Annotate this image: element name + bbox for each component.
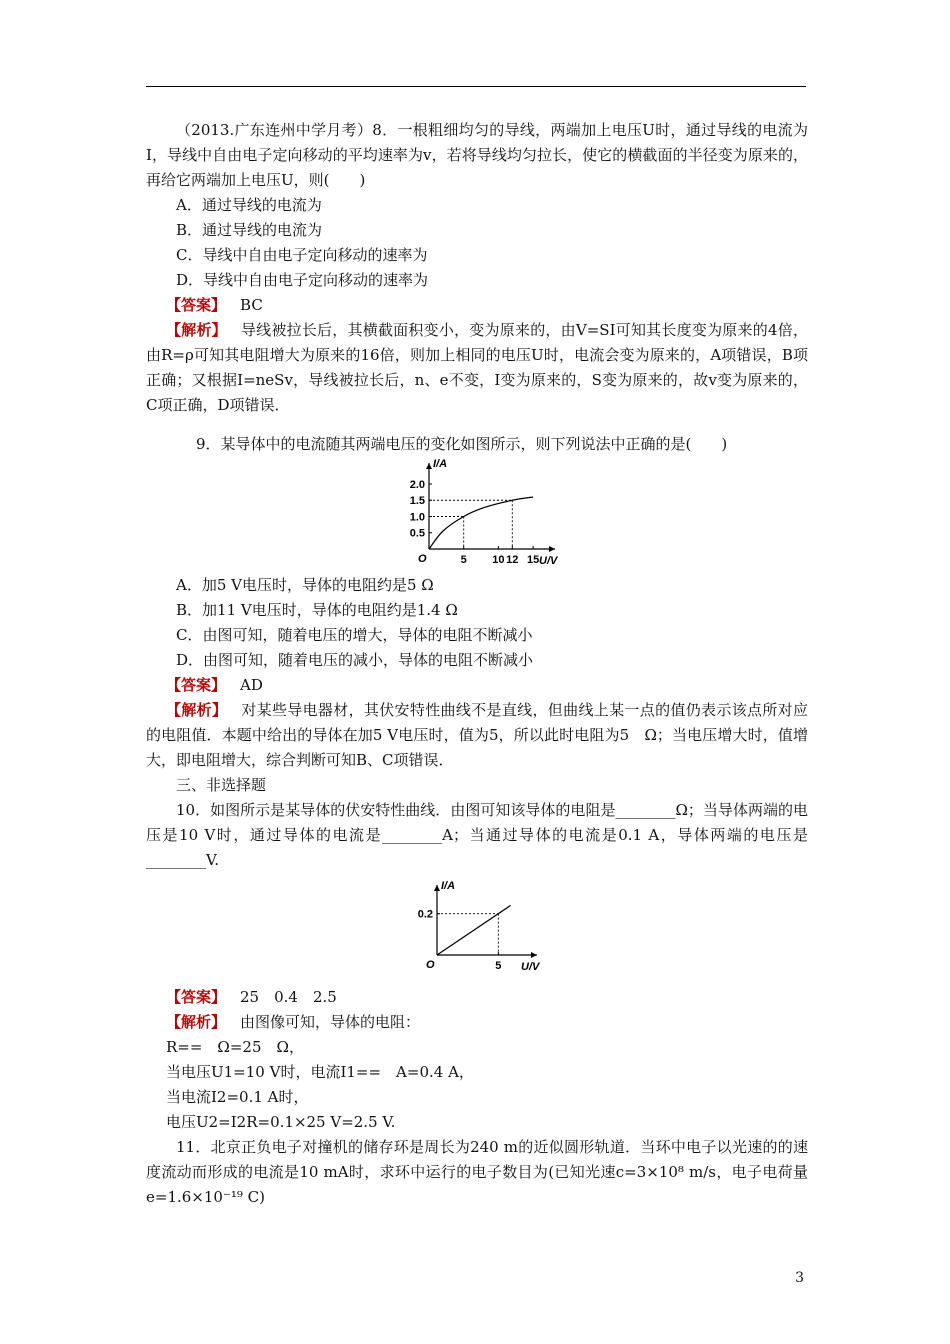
- q9-option-a: A．加5 V电压时，导体的电阻约是5 Ω: [176, 576, 434, 594]
- x-tick-label: 10: [492, 554, 505, 566]
- q9-chart: [387, 459, 567, 571]
- analysis-text: 由图像可知，导体的电阻：: [240, 1013, 421, 1031]
- q10-chart: [407, 877, 547, 983]
- page-number: 3: [795, 1270, 804, 1286]
- answer-tag: 【答案】: [166, 676, 227, 694]
- q9-answer: [146, 673, 808, 698]
- y-tick-label: 0.5: [409, 527, 425, 540]
- q10-answer: [146, 985, 808, 1010]
- x-axis-label: U/V: [539, 555, 558, 567]
- q9-analysis: [146, 698, 808, 773]
- q11-stem: 11．北京正负电子对撞机的储存环是周长为240 m的近似圆形轨道．当环中电子以光速的的速度流动而形成的电流是10 mA时，求环中运行的电子数目为(已知光速c=3×10⁸ m/s，电子电荷量e=1.6×10⁻¹⁹ C): [146, 1138, 808, 1206]
- q10-calc-line: 当电压U1=10 V时，电流I1== A=0.4 A，: [166, 1063, 474, 1081]
- analysis-tag: 【解析】: [166, 321, 227, 339]
- x-tick-label: 15: [526, 554, 540, 566]
- series-line: [429, 497, 533, 549]
- q8-answer: [146, 293, 808, 318]
- x-axis-label: U/V: [521, 961, 540, 973]
- origin-label: O: [426, 959, 435, 971]
- y-tick-label: 0.2: [417, 908, 433, 921]
- answer-tag: 【答案】: [166, 988, 227, 1006]
- q9-stem: 9．某导体中的电流随其两端电压的变化如图所示，则下列说法中正确的是( ): [196, 435, 728, 453]
- q9-option-d: D．由图可知，随着电压的减小，导体的电阻不断减小: [176, 651, 534, 669]
- q8-option-a: A．通过导线的电流为: [176, 196, 322, 214]
- x-axis-arrow: [549, 546, 555, 552]
- x-tick-label: 5: [495, 960, 502, 972]
- page-content: [146, 118, 808, 1210]
- q8-option-d: D．导线中自由电子定向移动的速率为: [176, 271, 429, 289]
- series-line: [437, 905, 511, 955]
- y-axis-arrow: [434, 885, 440, 891]
- q8-option-c: C．导线中自由电子定向移动的速率为: [176, 246, 428, 264]
- y-tick-label: 1.0: [409, 511, 425, 524]
- y-tick-label: 2.0: [409, 478, 425, 491]
- y-axis-label: I/A: [441, 880, 456, 892]
- section-heading: 三、非选择题: [176, 776, 267, 794]
- q10-calc-line: R== Ω=25 Ω，: [166, 1038, 304, 1056]
- answer-value: AD: [240, 676, 263, 694]
- x-tick-label: 5: [460, 554, 467, 566]
- analysis-text: 导线被拉长后，其横截面积变小，变为原来的，由V=SI可知其长度变为原来的4倍，由R=ρ可知其电阻增大为原来的16倍，则加上相同的电压U时，电流会变为原来的，A项错误，B项正确；又根据I=neSv，导线被拉长后，n、e不变，I变为原来的，S变为原来的，故v变为原来的，C项正确，D项错误．: [146, 321, 808, 414]
- x-tick-label: 12: [506, 554, 519, 566]
- q8-stem: （2013.广东连州中学月考）8．一根粗细均匀的导线，两端加上电压U时，通过导线的电流为I，导线中自由电子定向移动的平均速率为v，若将导线均匀拉长，使它的横截面的半径变为原来的，再给它两端加上电压U，则( ): [146, 121, 808, 189]
- analysis-tag: 【解析】: [166, 701, 228, 719]
- q10-stem: 10．如图所示是某导体的伏安特性曲线．由图可知该导体的电阻是________Ω；当导体两端的电压是10 V时，通过导体的电流是________A；当通过导体的电流是0.1 A，导体两端的电压是________V.: [146, 801, 808, 869]
- analysis-tag: 【解析】: [166, 1013, 227, 1031]
- answer-tag: 【答案】: [166, 296, 227, 314]
- q10-calc-line: 电压U2=I2R=0.1×25 V=2.5 V.: [166, 1113, 396, 1131]
- analysis-text: 对某些导电器材，其伏安特性曲线不是直线，但曲线上某一点的值仍表示该点所对应的电阻值．本题中给出的导体在加5 V电压时，值为5，所以此时电阻为5 Ω；当电压增大时，值增大，即电阻增大，综合判断可知B、C项错误．: [146, 701, 808, 769]
- answer-value: BC: [240, 296, 263, 314]
- y-axis-arrow: [426, 463, 432, 469]
- origin-label: O: [418, 553, 427, 565]
- q10-analysis: [146, 1010, 808, 1035]
- q8-analysis: [146, 318, 808, 418]
- y-axis-label: I/A: [433, 459, 448, 470]
- q9-option-c: C．由图可知，随着电压的增大，导体的电阻不断减小: [176, 626, 533, 644]
- answer-value: 25 0.4 2.5: [240, 988, 337, 1006]
- q8-option-b: B．通过导线的电流为: [176, 221, 323, 239]
- q10-calc-line: 当电流I2=0.1 A时，: [166, 1088, 309, 1106]
- x-axis-arrow: [531, 952, 537, 958]
- header-rule: [146, 86, 806, 87]
- y-tick-label: 1.5: [409, 495, 425, 508]
- q9-option-b: B．加11 V电压时，导体的电阻约是1.4 Ω: [176, 601, 458, 619]
